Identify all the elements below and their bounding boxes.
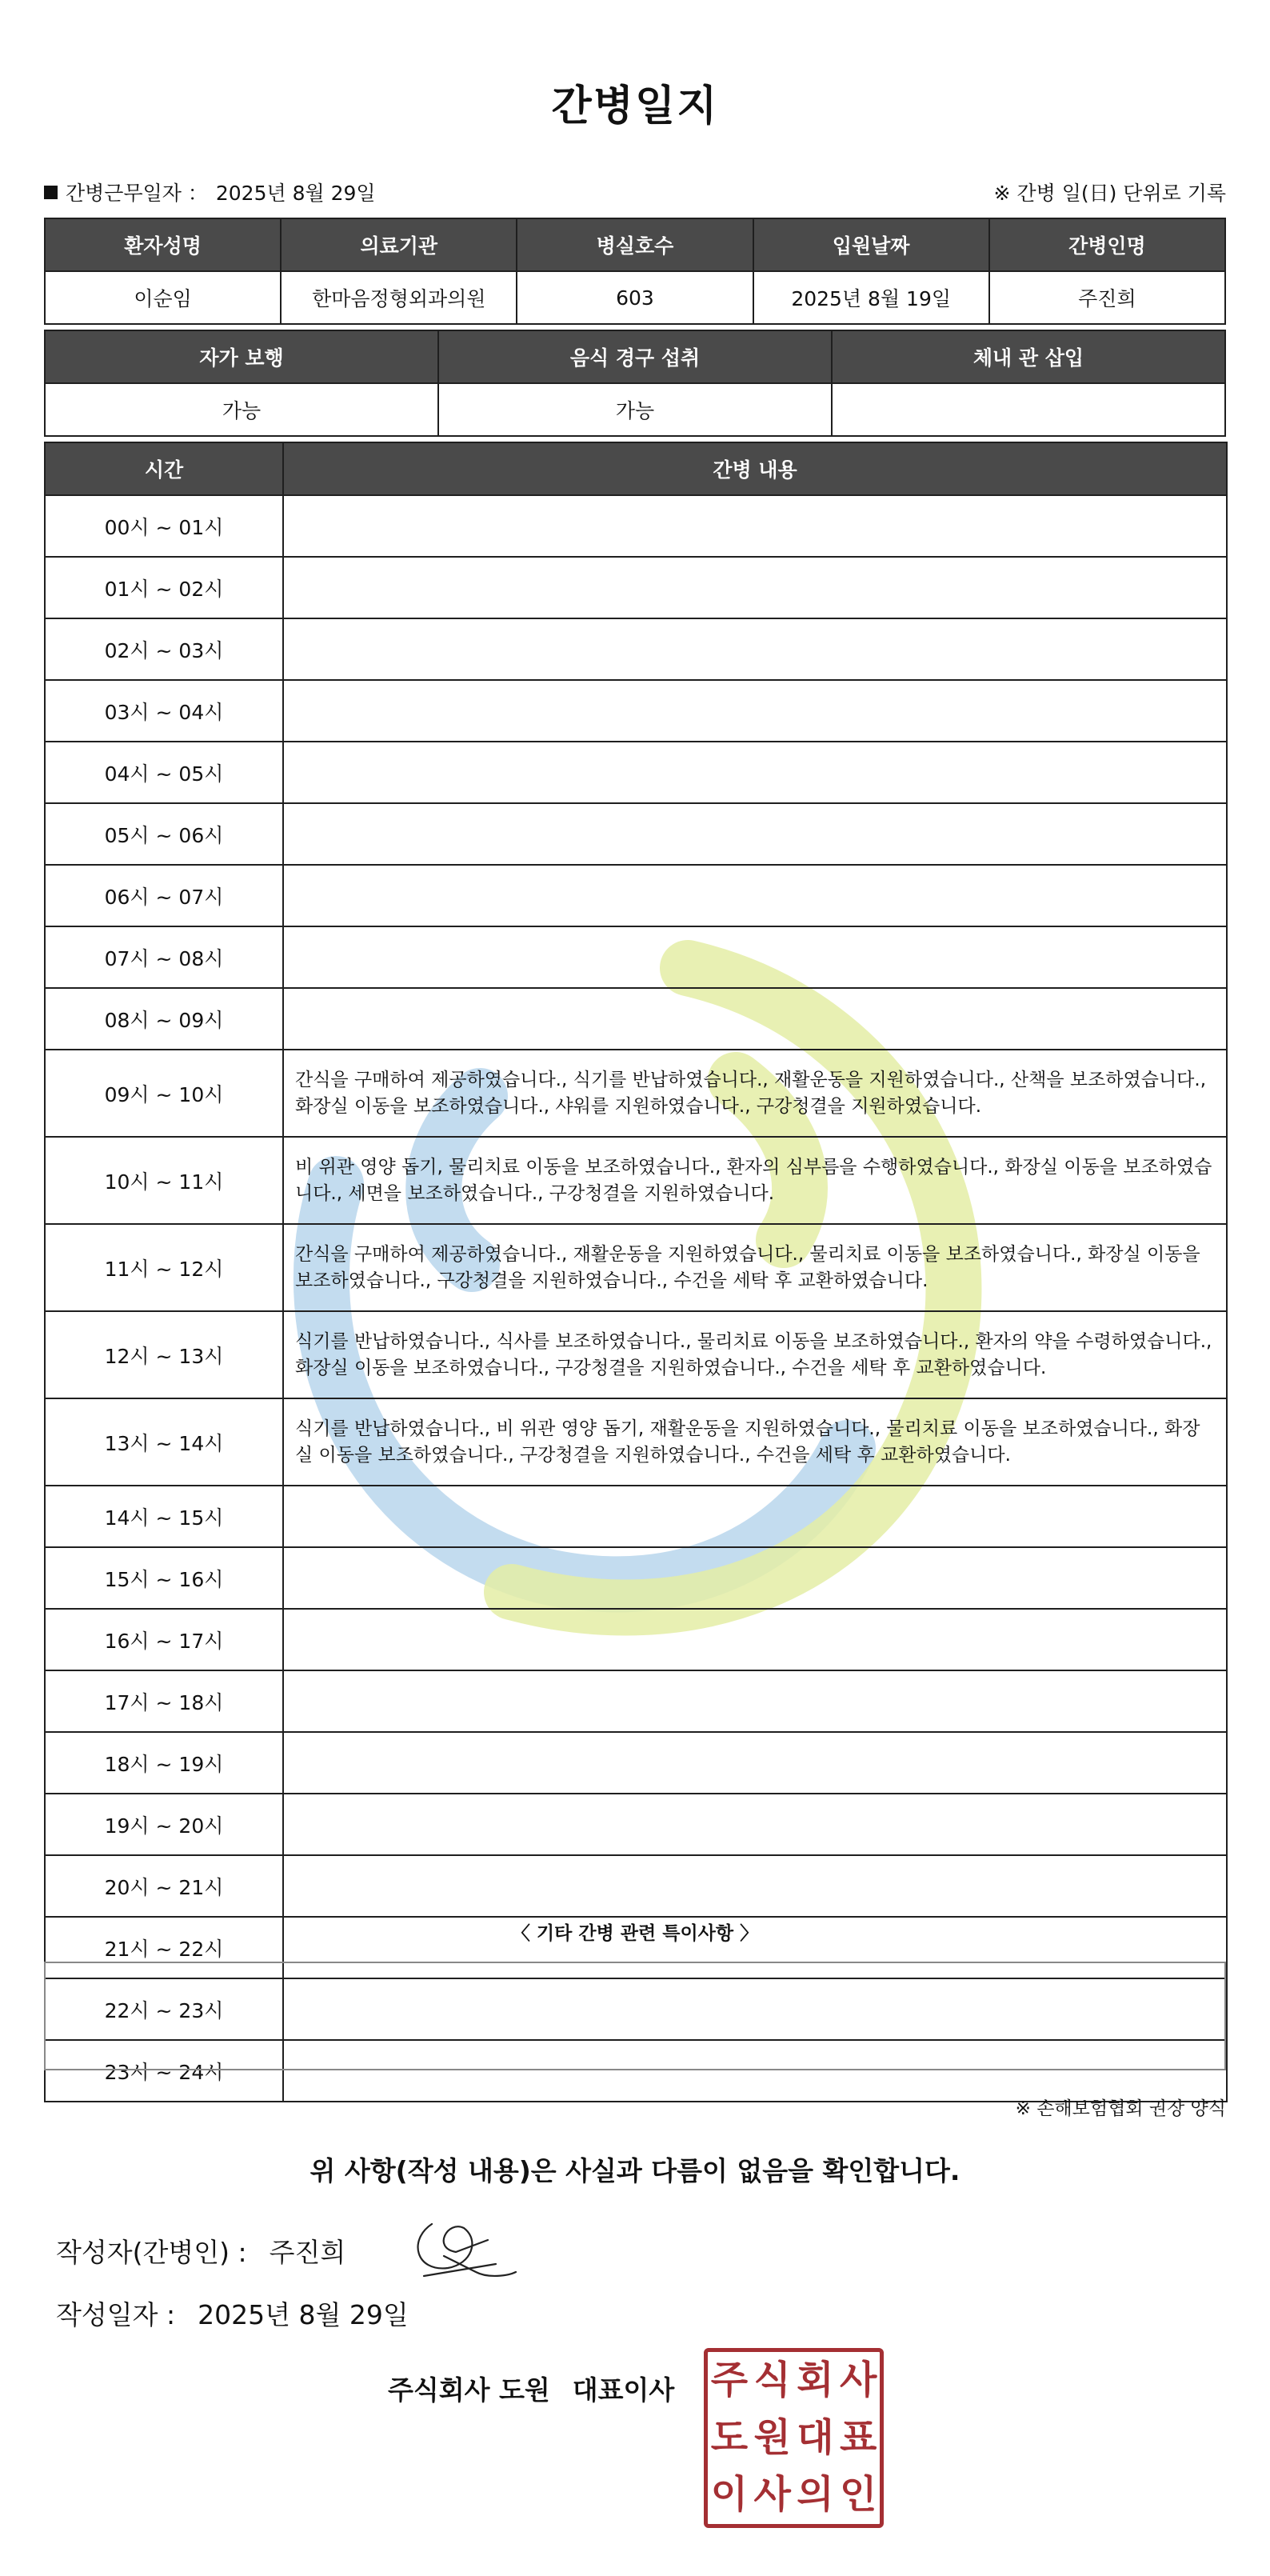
seal-char: 표 (839, 2414, 877, 2460)
seal-char: 주 (710, 2358, 749, 2402)
seal-char: 사 (753, 2472, 791, 2518)
recommend-note: ※ 손해보험협회 권장 양식 (1015, 2098, 1226, 2119)
care-time-cell: 22시 ~ 23시 (45, 1978, 283, 2040)
care-time-cell: 21시 ~ 22시 (45, 1917, 283, 1978)
care-content-cell (283, 803, 1227, 865)
header-care-content: 간병 내용 (283, 442, 1227, 495)
header-time: 시간 (45, 442, 283, 495)
care-content-cell (283, 988, 1227, 1050)
header-oral-intake: 음식 경구 섭취 (438, 330, 832, 383)
work-date-label: 간병근무일자 ： (66, 182, 208, 205)
care-content-cell (283, 1547, 1227, 1609)
care-log-row (45, 495, 1227, 557)
care-time-cell: 20시 ~ 21시 (45, 1855, 283, 1917)
care-content-cell (283, 742, 1227, 803)
ability-header-row (45, 330, 1225, 383)
seal-char: 도 (710, 2414, 749, 2460)
seal-char: 인 (839, 2472, 877, 2518)
care-log-row (45, 1224, 1227, 1311)
care-content-cell (283, 865, 1227, 926)
care-content-cell: 비 위관 영양 돕기, 물리치료 이동을 보조하였습니다., 환자의 심부름을 수행하였습니다., 화장실 이동을 보조하였습니다., 세면을 보조하였습니다., 구강청결을 지원하였습니다. (283, 1137, 1227, 1224)
header-caregiver: 간병인명 (989, 218, 1225, 271)
author-name: 주진희 (269, 2237, 346, 2268)
care-time-cell: 15시 ~ 16시 (45, 1547, 283, 1609)
care-time-cell: 19시 ~ 20시 (45, 1794, 283, 1855)
care-time-cell: 07시 ~ 08시 (45, 926, 283, 988)
care-content-cell: 식기를 반납하였습니다., 비 위관 영양 돕기, 재활운동을 지원하였습니다., 물리치료 이동을 보조하였습니다., 화장실 이동을 보조하였습니다., 구강청결을 지원하였습니다., 수건을 세탁 후 교환하였습니다. (283, 1398, 1227, 1486)
signature-icon (400, 2208, 520, 2288)
company-seal-icon (704, 2348, 884, 2528)
oral-intake-value: 가능 (438, 383, 832, 436)
care-content-cell (283, 557, 1227, 618)
care-time-cell: 02시 ~ 03시 (45, 618, 283, 680)
author-line (56, 2232, 345, 2270)
tube-value (832, 383, 1225, 436)
care-log-row (45, 1137, 1227, 1224)
care-log-row (45, 926, 1227, 988)
care-time-cell: 00시 ~ 01시 (45, 495, 283, 557)
admission-date: 2025년 8월 19일 (753, 271, 989, 324)
work-date-value: 2025년 8월 29일 (215, 182, 376, 205)
care-log-row (45, 1050, 1227, 1137)
seal-char: 원 (753, 2414, 791, 2460)
care-log-row (45, 1609, 1227, 1670)
seal-char: 사 (839, 2358, 877, 2402)
care-log-row (45, 988, 1227, 1050)
care-log-row (45, 618, 1227, 680)
care-log-row (45, 1732, 1227, 1794)
header-admission-date: 입원날짜 (753, 218, 989, 271)
unit-note: ※ 간병 일(日) 단위로 기록 (993, 182, 1226, 205)
special-notes-box (44, 1962, 1226, 2070)
ability-value-row (45, 383, 1225, 436)
seal-char: 회 (797, 2358, 834, 2402)
care-content-cell (283, 1732, 1227, 1794)
care-time-cell: 23시 ~ 24시 (45, 2040, 283, 2102)
care-time-cell: 17시 ~ 18시 (45, 1670, 283, 1732)
care-content-cell (283, 1609, 1227, 1670)
bullet-square-icon (44, 186, 58, 199)
seal-char: 의 (797, 2472, 834, 2518)
patient-header-row (45, 218, 1225, 271)
header-tube: 체내 관 삽입 (832, 330, 1225, 383)
care-log-row (45, 742, 1227, 803)
care-log-table (44, 442, 1228, 2102)
date-label: 작성일자 : (56, 2299, 176, 2330)
patient-name: 이순임 (45, 271, 281, 324)
header-walking: 자가 보행 (45, 330, 438, 383)
header-patient-name: 환자성명 (45, 218, 281, 271)
care-time-cell: 01시 ~ 02시 (45, 557, 283, 618)
room-number: 603 (517, 271, 753, 324)
care-time-cell: 18시 ~ 19시 (45, 1732, 283, 1794)
seal-char: 이 (710, 2472, 749, 2518)
patient-value-row (45, 271, 1225, 324)
meta-row (44, 178, 1226, 206)
institution-name: 한마음정형외과의원 (281, 271, 517, 324)
care-content-cell (283, 1855, 1227, 1917)
care-log-row (45, 803, 1227, 865)
care-log-row (45, 1547, 1227, 1609)
care-log-row (45, 1794, 1227, 1855)
care-time-cell: 14시 ~ 15시 (45, 1486, 283, 1547)
care-log-row (45, 1398, 1227, 1486)
care-log-row (45, 1311, 1227, 1398)
care-log-row (45, 680, 1227, 742)
care-log-row (45, 1486, 1227, 1547)
care-time-cell: 11시 ~ 12시 (45, 1224, 283, 1311)
care-time-cell: 10시 ~ 11시 (45, 1137, 283, 1224)
seal-char: 식 (753, 2358, 791, 2402)
care-content-cell (283, 680, 1227, 742)
care-content-cell (283, 1486, 1227, 1547)
company-title: 대표이사 (572, 2374, 675, 2406)
header-room: 병실호수 (517, 218, 753, 271)
author-label: 작성자(간병인) : (56, 2237, 247, 2268)
care-time-cell: 04시 ~ 05시 (45, 742, 283, 803)
caregiver-name: 주진희 (989, 271, 1225, 324)
care-log-body (45, 495, 1227, 2102)
care-content-cell: 식기를 반납하였습니다., 식사를 보조하였습니다., 물리치료 이동을 보조하였습니다., 환자의 약을 수령하였습니다., 화장실 이동을 보조하였습니다., 구강청결을 지원하였습니다., 수건을 세탁 후 교환하였습니다. (283, 1311, 1227, 1398)
care-header-row (45, 442, 1227, 495)
company-name: 주식회사 도원 (388, 2374, 550, 2406)
care-time-cell: 13시 ~ 14시 (45, 1398, 283, 1486)
care-time-cell: 03시 ~ 04시 (45, 680, 283, 742)
written-date-line (56, 2294, 409, 2332)
company-line (388, 2370, 674, 2407)
care-content-cell (283, 926, 1227, 988)
walking-value: 가능 (45, 383, 438, 436)
care-log-row (45, 557, 1227, 618)
care-content-cell: 간식을 구매하여 제공하였습니다., 재활운동을 지원하였습니다., 물리치료 이동을 보조하였습니다., 화장실 이동을 보조하였습니다., 구강청결을 지원하였습니다., 수건을 세탁 후 교환하였습니다. (283, 1224, 1227, 1311)
care-log-row (45, 1855, 1227, 1917)
document-title: 간병일지 (551, 82, 719, 130)
care-time-cell: 09시 ~ 10시 (45, 1050, 283, 1137)
care-log-row (45, 865, 1227, 926)
ability-table (44, 330, 1226, 437)
care-content-cell (283, 1794, 1227, 1855)
care-time-cell: 12시 ~ 13시 (45, 1311, 283, 1398)
care-log-row (45, 1670, 1227, 1732)
date-value: 2025년 8월 29일 (198, 2299, 409, 2330)
work-date (44, 178, 376, 206)
care-content-cell (283, 1670, 1227, 1732)
seal-char: 대 (797, 2414, 834, 2460)
special-notes-title: 〈 기타 간병 관련 특이사항 〉 (511, 1923, 759, 1944)
care-content-cell (283, 618, 1227, 680)
care-content-cell (283, 495, 1227, 557)
care-content-cell: 간식을 구매하여 제공하였습니다., 식기를 반납하였습니다., 재활운동을 지원하였습니다., 산책을 보조하였습니다., 화장실 이동을 보조하였습니다., 샤워를 지원하였습니다., 구강청결을 지원하였습니다. (283, 1050, 1227, 1137)
care-time-cell: 06시 ~ 07시 (45, 865, 283, 926)
care-time-cell: 08시 ~ 09시 (45, 988, 283, 1050)
patient-info-table (44, 218, 1226, 325)
care-time-cell: 16시 ~ 17시 (45, 1609, 283, 1670)
header-institution: 의료기관 (281, 218, 517, 271)
care-time-cell: 05시 ~ 06시 (45, 803, 283, 865)
confirm-statement: 위 사항(작성 내용)은 사실과 다름이 없음을 확인합니다. (310, 2155, 960, 2186)
